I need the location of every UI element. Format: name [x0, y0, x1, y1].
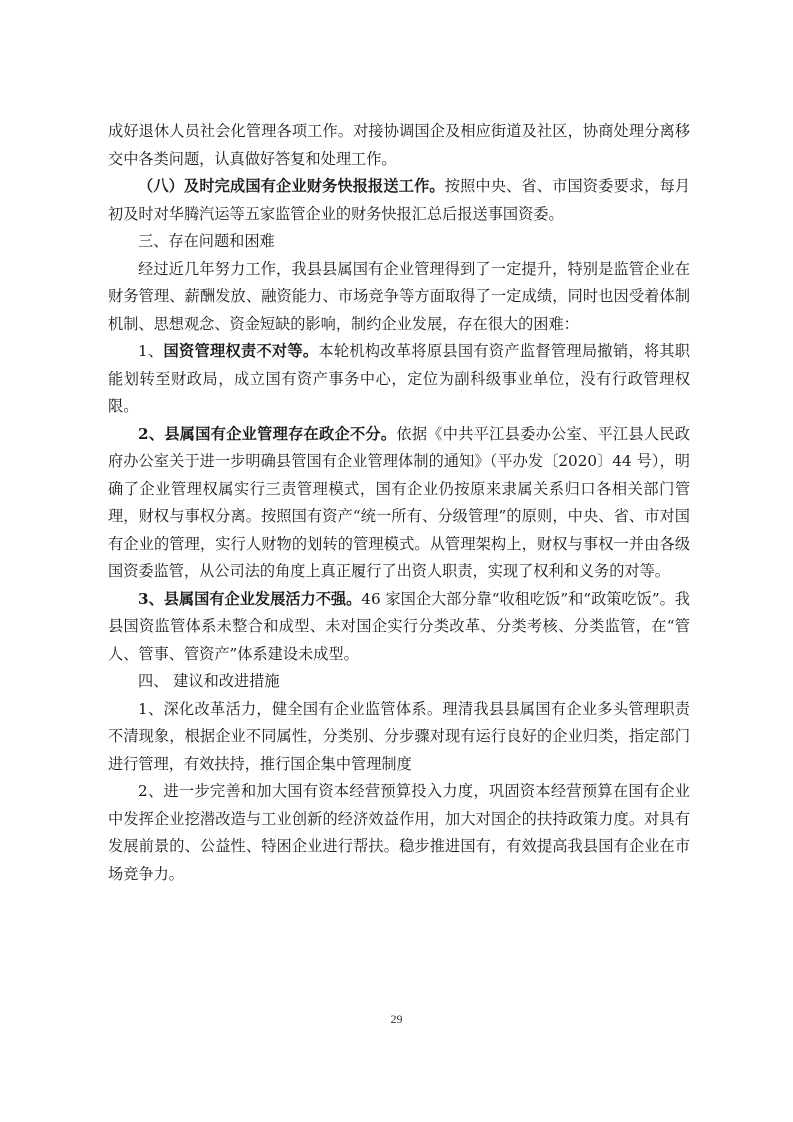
paragraph-7: 1、深化改革活力，健全国有企业监管体系。理清我县县属国有企业多头管理职责不清现象，根据企业不同属性，分类别、分步骤对现有运行良好的企业归类，指定部门进行管理，有效扶持，推行国企集中管理制度	[108, 699, 690, 773]
paragraph-6-text: 46 家国企大部分靠“收租吃饭”和“政策吃饭”。我县国资监管体系未整合和成型、未对国企实行分类改革、分类考核、分类监管，在“管人、管事、管资产”体系建设未成型。	[108, 589, 690, 663]
paragraph-3: 经过近几年努力工作，我县县属国有企业管理得到了一定提升，特别是监管企业在财务管理、薪酬发放、融资能力、市场竞争等方面取得了一定成绩，同时也因受着体制机制、思想观念、资金短缺的影响，制约企业发展，存在很大的困难：	[108, 259, 690, 333]
paragraph-5-heading: 2、县属国有企业管理存在政企不分。	[138, 424, 397, 443]
paragraph-8: 2、进一步完善和加大国有资本经营预算投入力度，巩固资本经营预算在国有企业中发挥企业挖潜改造与工业创新的经济效益作用，加大对国企的扶持政策力度。对具有发展前景的、公益性、特困企业进行帮扶。稳步推进国有，有效提高我县国有企业在市场竞争力。	[108, 782, 690, 883]
paragraph-5	[108, 421, 690, 586]
paragraph-1: 成好退休人员社会化管理各项工作。对接协调国企及相应街道及社区，协商处理分离移交中各类问题，认真做好答复和处理工作。	[108, 122, 690, 168]
section-heading-4: 四、 建议和改进措施	[138, 672, 280, 690]
paragraph-2-heading: （八）及时完成国有企业财务快报报送工作。	[138, 177, 445, 195]
section-heading-3: 三、存在问题和困难	[138, 232, 275, 250]
page-number: 29	[390, 1012, 403, 1026]
paragraph-6-heading: 3、县属国有企业发展活力不强。	[138, 589, 362, 608]
paragraph-6	[108, 586, 690, 669]
paragraph-4-heading: 国资管理权责不对等。	[163, 342, 319, 360]
paragraph-2	[108, 173, 690, 228]
paragraph-5-text: 依据《中共平江县委办公室、平江县人民政府办公室关于进一步明确县管国有企业管理体制的通知》（平办发〔2020〕44 号），明确了企业管理权属实行三责管理模式，国有企业仍按原来隶属关系归口各相关部门管理，财权与事权分离。按照国有资产“统一所有、分级管理”的原则，中央、省、市对国有企业的管理，实行人财物的划转的管理模式。从管理架构上，财权与事权一并由各级国资委监管，从公司法的角度上真正履行了出资人职责，实现了权利和义务的对等。	[108, 424, 690, 580]
paragraph-4-text: 本轮机构改革将原县国有资产监督管理局撤销，将其职能划转至财政局，成立国有资产事务中心，定位为副科级事业单位，没有行政管理权限。	[108, 342, 690, 415]
paragraph-2-text: 按照中央、省、市国资委要求，每月初及时对华腾汽运等五家监管企业的财务快报汇总后报送事国资委。	[108, 177, 691, 223]
paragraph-4-prefix: 1、	[138, 342, 164, 360]
paragraph-4	[108, 338, 690, 421]
document-body	[108, 118, 690, 888]
